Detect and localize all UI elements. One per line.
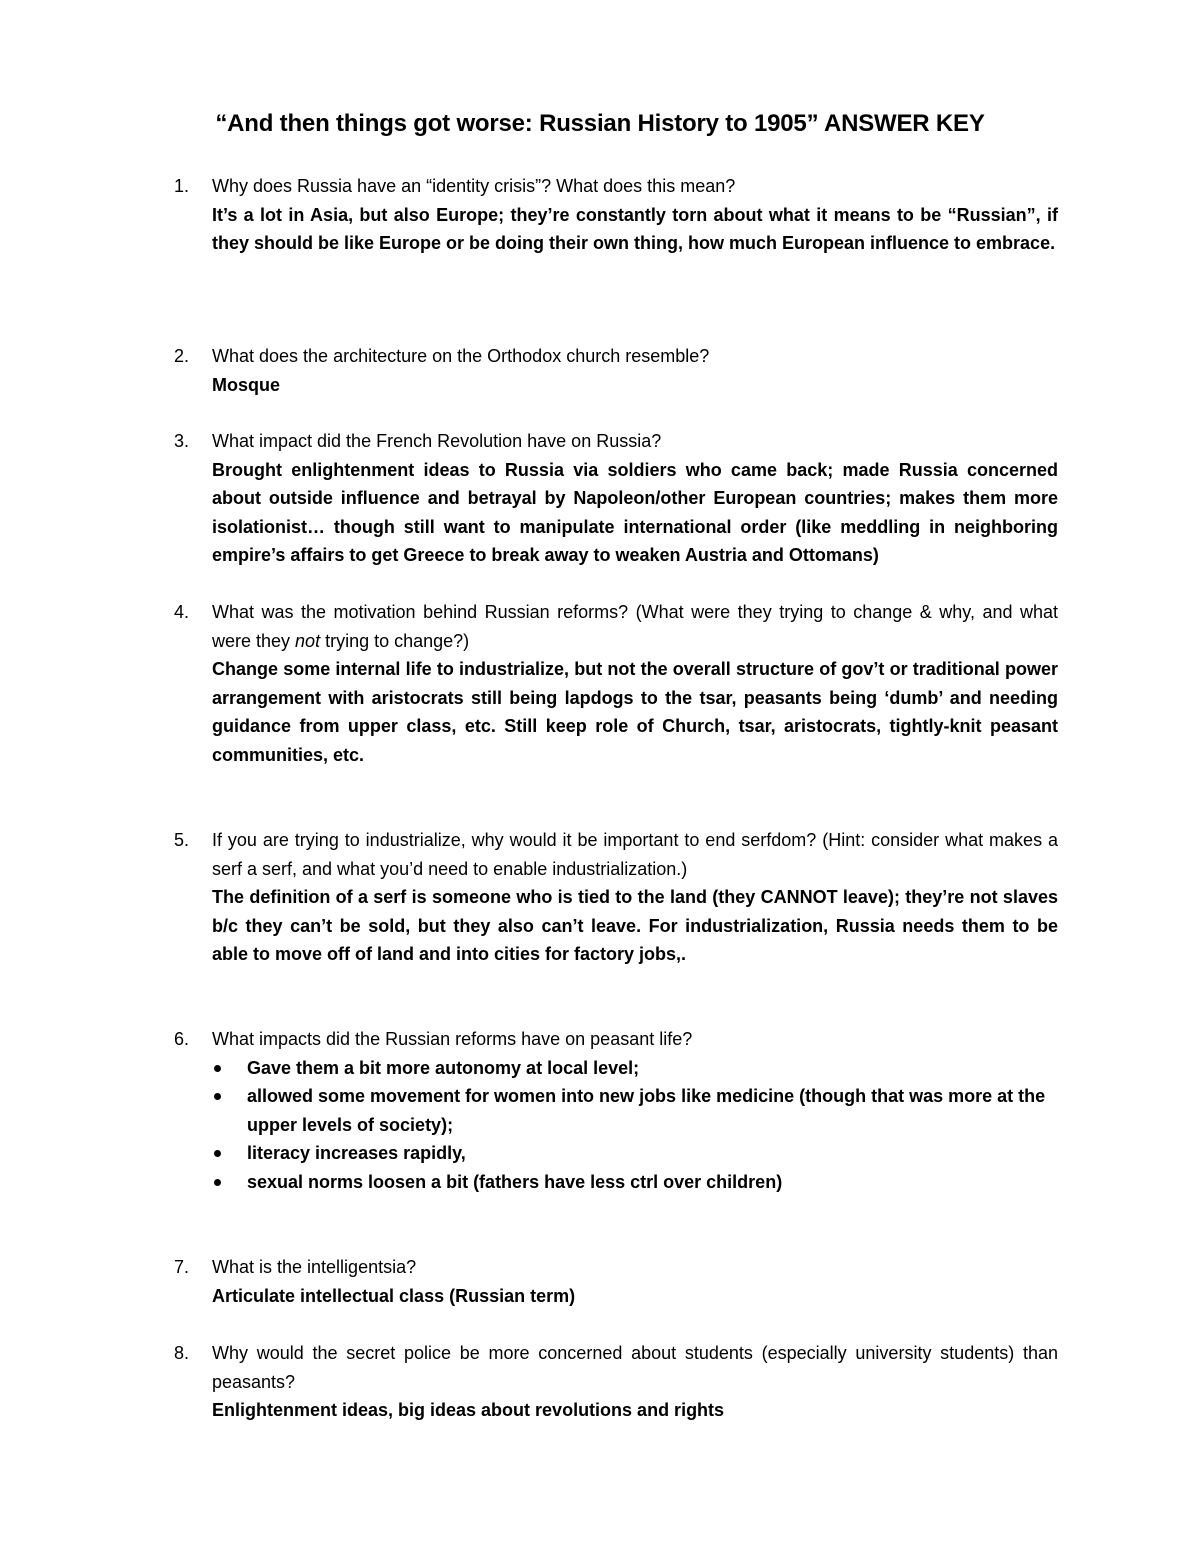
question-text-part: trying to change?) — [320, 630, 470, 651]
answer-bullet — [212, 1054, 1058, 1083]
question-number: 6. — [174, 1029, 190, 1049]
question-text — [212, 598, 1058, 655]
question-number: 3. — [174, 431, 190, 451]
page-title: “And then things got worse: Russian History to 1905” ANSWER KEY — [215, 110, 985, 137]
answer-bullet — [212, 1139, 1058, 1168]
question-item-5 — [174, 826, 1058, 969]
question-item-8 — [174, 1339, 1058, 1425]
bullet-icon — [214, 1093, 221, 1100]
answer-text: The definition of a serf is someone who is tied to the land (they CANNOT leave); they’re not slaves b/c they can’t be sold, but they also can’t leave. For industrialization, Russia needs them to be able to move off of land and into cities for factory jobs,. — [212, 887, 1058, 964]
question-text: What does the architecture on the Orthodox church resemble? — [212, 346, 710, 366]
answer-bullet — [212, 1168, 1058, 1197]
answer-text: It’s a lot in Asia, but also Europe; they’re constantly torn about what it means to be “Russian”, if they should be like Europe or be doing their own thing, how much European influence to embrace. — [212, 204, 1058, 253]
question-number: 7. — [174, 1257, 190, 1277]
question-text: Why would the secret police be more concerned about students (especially university students) than peasants? — [212, 1343, 1058, 1392]
question-item-4 — [174, 598, 1058, 769]
question-text: If you are trying to industrialize, why would it be important to end serfdom? (Hint: consider what makes a serf a serf, and what you’d need to enable industrialization.) — [212, 830, 1058, 879]
question-text: Why does Russia have an “identity crisis”? What does this mean? — [212, 176, 736, 196]
question-text: What is the intelligentsia? — [212, 1257, 417, 1277]
answer-text: Change some internal life to industrialize, but not the overall structure of gov’t or traditional power arrangement with aristocrats still being lapdogs to the tsar, peasants being ‘dumb’ and needing guidance from upper class, etc. Still keep role of Church, tsar, aristocrats, tightly-knit peasant communities, etc. — [212, 659, 1058, 765]
bullet-icon — [214, 1150, 221, 1157]
question-text-part: What was the motivation behind Russian reforms? (What were they trying to change & why, and what were they — [212, 602, 1058, 651]
answer-text: Mosque — [212, 374, 281, 395]
question-item-6 — [174, 1025, 1058, 1196]
question-item-7 — [174, 1253, 1058, 1310]
question-text: What impacts did the Russian reforms have on peasant life? — [212, 1029, 693, 1049]
answer-bullet-text: allowed some movement for women into new jobs like medicine (though that was more at the upper levels of society); — [247, 1086, 1046, 1135]
question-item-1 — [174, 172, 1058, 258]
answer-bullet — [212, 1082, 1058, 1139]
answer-bullet-text: literacy increases rapidly, — [247, 1143, 466, 1163]
question-item-2 — [174, 342, 1058, 399]
bullet-icon — [214, 1065, 221, 1072]
question-text-emphasis: not — [295, 630, 321, 651]
bullet-icon — [214, 1179, 221, 1186]
question-number: 4. — [174, 602, 190, 622]
question-number: 5. — [174, 830, 190, 850]
question-number: 1. — [174, 176, 190, 196]
question-item-3 — [174, 427, 1058, 570]
answer-text: Brought enlightenment ideas to Russia via soldiers who came back; made Russia concerned about outside influence and betrayal by Napoleon/other European countries; makes them more isolationist… though still want to manipulate international order (like meddling in neighboring empire’s affairs to get Greece to break away to weaken Austria and Ottomans) — [212, 459, 1058, 565]
question-number: 2. — [174, 346, 190, 366]
answer-bullet-list — [212, 1054, 1058, 1197]
question-text: What impact did the French Revolution have on Russia? — [212, 431, 662, 451]
answer-bullet-text: Gave them a bit more autonomy at local level; — [247, 1057, 640, 1078]
answer-bullet-text: sexual norms loosen a bit (fathers have less ctrl over children) — [247, 1171, 783, 1192]
answer-text: Enlightenment ideas, big ideas about revolutions and rights — [212, 1400, 725, 1420]
answer-text: Articulate intellectual class (Russian term) — [212, 1285, 576, 1306]
question-number: 8. — [174, 1343, 190, 1363]
